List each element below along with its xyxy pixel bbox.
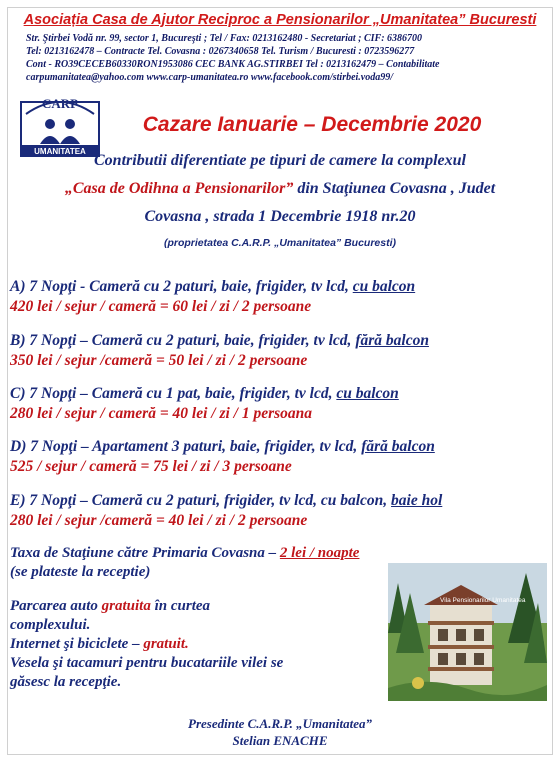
- option-description: D) 7 Nopţi – Apartament 3 paturi, baie, frigider, tv lcd,: [10, 438, 362, 455]
- option-feature: fără balcon: [355, 332, 429, 349]
- logo-top-text: CARP: [41, 96, 79, 111]
- address-line: Str. Ştirbei Vodă nr. 99, sector 1, Bucureşti ; Tel / Fax: 0213162480 - Secretariat ; CIF: 6386700: [26, 33, 423, 44]
- signature-title: Presedinte C.A.R.P. „Umanitatea”: [188, 716, 372, 731]
- parking-line-2: complexului.: [10, 617, 91, 633]
- option-price: 280 lei / sejur / cameră = 40 lei / zi / 1 persoana: [10, 405, 313, 422]
- phone-line: Tel: 0213162478 – Contracte Tel. Covasna : 0267340658 Tel. Turism / Bucuresti : 0723596277: [26, 46, 415, 57]
- resort-tax: [10, 545, 359, 562]
- photo-caption: Vila Pensionarilor Umanitatea: [440, 597, 526, 604]
- org-name: Asociația Casa de Ajutor Reciproc a Pensionarilor „Umanitatea” Bucuresti: [23, 12, 537, 28]
- page-title: Cazare Ianuarie – Decembrie 2020: [142, 113, 482, 136]
- option-feature: cu balcon: [352, 278, 416, 295]
- option-description: B) 7 Nopţi – Cameră cu 2 paturi, baie, frigider, tv lcd,: [10, 332, 356, 349]
- option-description: A) 7 Nopţi - Cameră cu 2 paturi, baie, frigider, tv lcd,: [10, 278, 353, 295]
- room-option-e: [10, 492, 550, 510]
- room-option-a: [10, 278, 550, 296]
- parking-place: în curtea: [150, 598, 211, 614]
- parking-text: Parcarea auto: [10, 598, 102, 614]
- option-price: 525 / sejur / cameră = 75 lei / zi / 3 persoane: [10, 458, 292, 475]
- subtitle-line-3: Covasna , strada 1 Decembrie 1918 nr.20: [144, 208, 416, 225]
- tax-text: Taxa de Staţiune către Primaria Covasna –: [10, 545, 280, 561]
- signature-name: Stelian ENACHE: [232, 733, 328, 748]
- tax-amount: 2 lei / noapte: [279, 545, 360, 561]
- room-option-c: [10, 385, 550, 403]
- option-price: 420 lei / sejur / cameră = 60 lei / zi / 2 persoane: [10, 298, 312, 315]
- parking-line: [10, 598, 210, 615]
- option-price: 280 lei / sejur /cameră = 40 lei / zi / 2 persoane: [10, 512, 308, 529]
- villa-photo: [388, 563, 547, 701]
- internet-line: [10, 636, 189, 653]
- room-option-b: [10, 332, 550, 350]
- owner-note: (proprietatea C.A.R.P. „Umanitatea” Bucuresti): [163, 237, 397, 249]
- villa-image-icon: [388, 563, 547, 701]
- bank-line: Cont - RO39CECEB60330RON1953086 CEC BANK AG.STIRBEI Tel : 0213162479 – Contabilitate: [26, 59, 440, 70]
- parking-free: gratuita: [101, 598, 151, 614]
- logo-bottom-text: UMANITATEA: [34, 147, 86, 156]
- option-description: C) 7 Nopţi – Cameră cu 1 pat, baie, frigider, tv lcd,: [10, 385, 337, 402]
- option-feature: baie hol: [391, 492, 443, 509]
- complex-name: „Casa de Odihna a Pensionarilor”: [64, 180, 294, 197]
- option-description: E) 7 Nopţi – Cameră cu 2 paturi, frigider, tv lcd, cu balcon,: [10, 492, 392, 509]
- option-feature: cu balcon: [336, 385, 399, 402]
- subtitle-line-2: [8, 180, 552, 198]
- subtitle-line-1: Contributii diferentiate pe tipuri de camere la complexul: [94, 152, 466, 169]
- tax-note: (se plateste la receptie): [10, 564, 151, 580]
- flyer-page: [7, 7, 553, 755]
- contact-line[interactable]: carpumanitatea@yahoo.com www.carp-umanitatea.ro www.facebook.com/stirbei.voda99/: [26, 72, 394, 83]
- option-feature: fără balcon: [361, 438, 435, 455]
- carp-logo-icon: [18, 92, 102, 160]
- internet-text: Internet şi biciclete –: [10, 636, 144, 652]
- dishes-line-2: găsesc la recepţie.: [10, 674, 122, 690]
- option-price: 350 lei / sejur /cameră = 50 lei / zi / 2 persoane: [10, 352, 308, 369]
- dishes-line: Vesela şi tacamuri pentru bucatariile vilei se: [10, 655, 284, 671]
- internet-free: gratuit.: [143, 636, 189, 652]
- location-text: din Staţiunea Covasna , Judet: [293, 180, 496, 197]
- room-option-d: [10, 438, 550, 456]
